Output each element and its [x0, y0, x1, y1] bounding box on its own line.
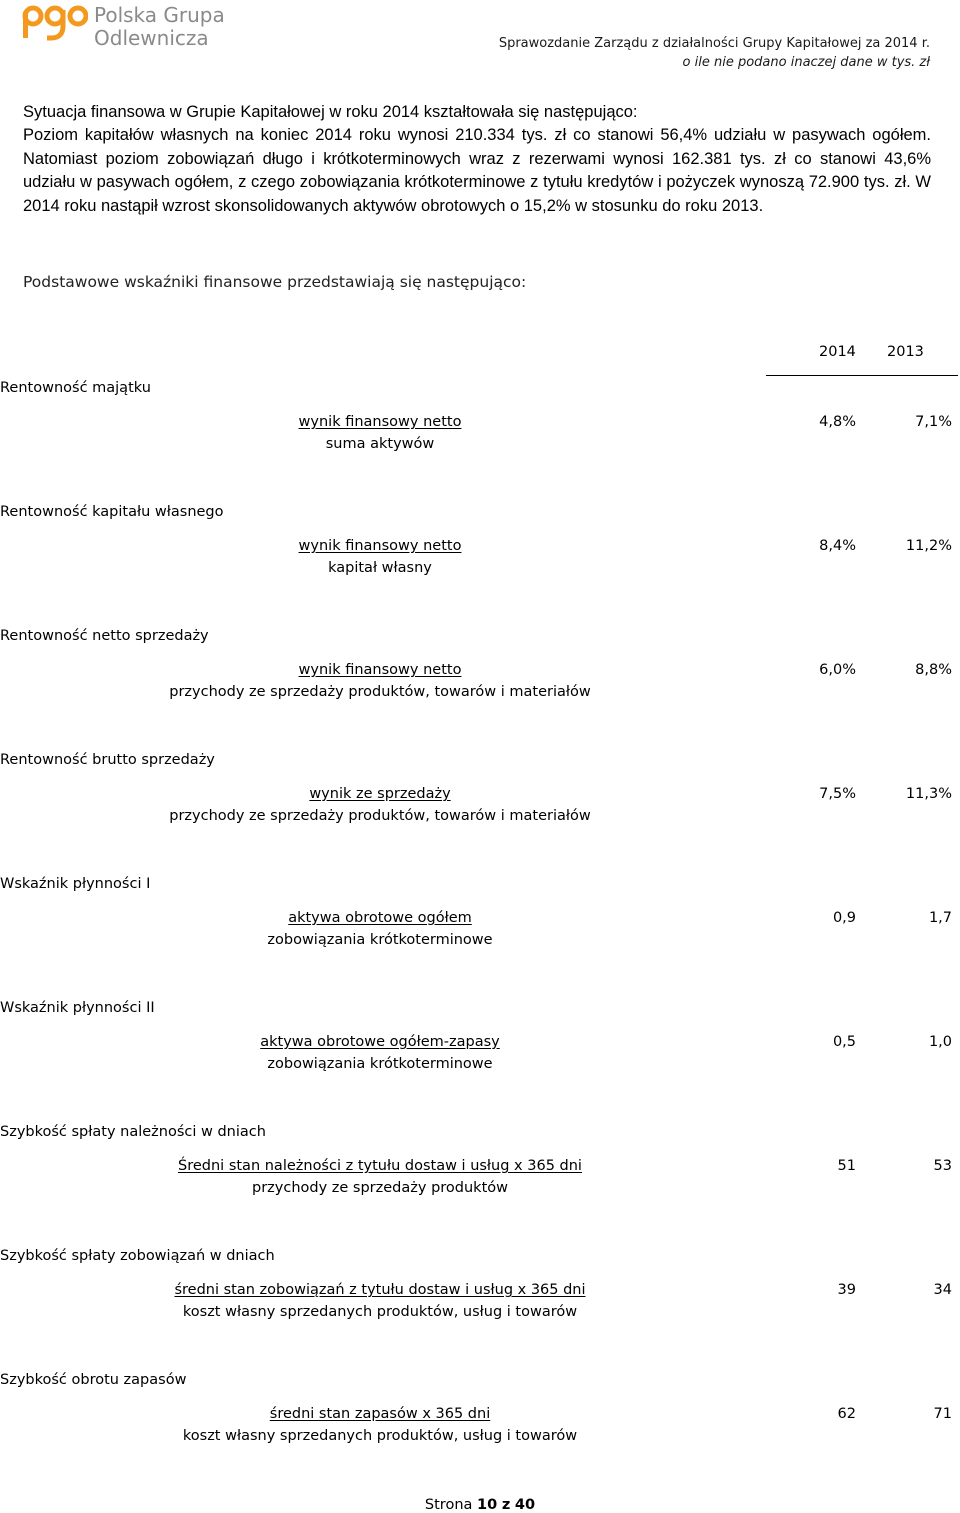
intro-line-1: Sytuacja finansowa w Grupie Kapitałowej w roku 2014 kształtowała się następująco: — [23, 103, 638, 121]
indicator-numerator — [70, 662, 690, 678]
indicator-denominator: suma aktywów — [325, 436, 435, 452]
column-header-2014: 2014 — [819, 344, 856, 360]
indicator-value-2014: 39 — [837, 1282, 856, 1298]
indicator-title: Rentowność majątku — [0, 380, 151, 396]
indicator-value-2014: 62 — [837, 1406, 856, 1422]
indicator-title: Wskaźnik płynności I — [0, 876, 151, 892]
pgo-logo-icon — [22, 2, 88, 48]
indicator-title: Szybkość spłaty należności w dniach — [0, 1124, 266, 1140]
indicator-value-2013: 53 — [933, 1158, 952, 1174]
indicator-numerator — [70, 786, 690, 802]
indicator-numerator — [70, 1406, 690, 1422]
indicator-value-2013: 11,2% — [905, 538, 952, 554]
indicator-numerator-text: średni stan zapasów x 365 dni — [269, 1406, 491, 1422]
indicator-numerator — [70, 538, 690, 554]
indicator-value-2014: 51 — [837, 1158, 856, 1174]
indicator-value-2013: 7,1% — [915, 414, 952, 430]
indicator-numerator-text: średni stan zobowiązań z tytułu dostaw i usług x 365 dni — [174, 1282, 586, 1298]
report-units-note: o ile nie podano inaczej dane w tys. zł — [682, 55, 930, 70]
report-title: Sprawozdanie Zarządu z działalności Grupy Kapitałowej za 2014 r. — [498, 36, 930, 51]
indicator-denominator: przychody ze sprzedaży produktów, towarów i materiałów — [169, 684, 591, 700]
indicator-value-2014: 6,0% — [819, 662, 856, 678]
company-name — [94, 4, 225, 50]
indicator-title: Wskaźnik płynności II — [0, 1000, 155, 1016]
indicator-numerator — [70, 414, 690, 430]
indicator-denominator: koszt własny sprzedanych produktów, usług i towarów — [182, 1428, 578, 1444]
indicator-numerator-text: wynik finansowy netto — [298, 662, 462, 678]
indicator-denominator: kapitał własny — [328, 560, 432, 576]
indicator-denominator: przychody ze sprzedaży produktów, towarów i materiałów — [169, 808, 591, 824]
footer-page: 10 — [477, 1497, 498, 1513]
indicator-numerator-text: wynik finansowy netto — [298, 538, 462, 554]
indicator-title: Rentowność brutto sprzedaży — [0, 752, 215, 768]
indicator-value-2014: 0,9 — [832, 910, 856, 926]
indicator-value-2013: 71 — [933, 1406, 952, 1422]
column-header-rule — [766, 375, 958, 376]
indicator-value-2013: 1,0 — [928, 1034, 952, 1050]
indicator-title: Rentowność kapitału własnego — [0, 504, 224, 520]
indicator-denominator: zobowiązania krótkoterminowe — [267, 932, 493, 948]
indicator-title: Szybkość obrotu zapasów — [0, 1372, 187, 1388]
footer-of: z — [501, 1497, 511, 1513]
indicator-numerator-text: wynik finansowy netto — [298, 414, 462, 430]
indicator-value-2014: 8,4% — [819, 538, 856, 554]
indicator-denominator: przychody ze sprzedaży produktów — [252, 1180, 508, 1196]
indicator-numerator-text: wynik ze sprzedaży — [309, 786, 451, 802]
indicator-value-2013: 34 — [933, 1282, 952, 1298]
footer-total: 40 — [514, 1497, 536, 1513]
indicator-title: Rentowność netto sprzedaży — [0, 628, 209, 644]
indicator-value-2013: 8,8% — [915, 662, 952, 678]
intro-line-2: Poziom kapitałów własnych na koniec 2014 roku wynosi 210.334 tys. zł co stanowi 56,4% udziału w pasywach ogółem. Natomiast poziom zobowiązań długo i krótkoterminowych wraz z rezerwami wynosi 162.381 tys. zł co stanowi 43,6% udziału w pasywach ogółem, z czego zobowiązania krótkoterminowe z tytułu kredytów i pożyczek wynoszą 72.900 tys. zł. W 2014 roku nastąpił wzrost skonsolidowanych aktywów obrotowych o 15,2% w stosunku do roku 2013. — [23, 126, 931, 215]
indicator-value-2013: 1,7 — [928, 910, 952, 926]
intro-paragraph — [23, 101, 931, 218]
footer-prefix: Strona — [424, 1497, 473, 1513]
indicator-numerator-text: aktywa obrotowe ogółem-zapasy — [260, 1034, 500, 1050]
indicator-value-2014: 0,5 — [832, 1034, 856, 1050]
indicator-numerator-text: Średni stan należności z tytułu dostaw i usług x 365 dni — [178, 1158, 582, 1174]
indicator-numerator — [70, 1034, 690, 1050]
indicator-title: Szybkość spłaty zobowiązań w dniach — [0, 1248, 275, 1264]
page-footer — [0, 1497, 960, 1513]
indicator-value-2014: 4,8% — [819, 414, 856, 430]
indicator-numerator — [70, 910, 690, 926]
company-name-line1: Polska Grupa — [94, 3, 225, 27]
indicator-value-2014: 7,5% — [819, 786, 856, 802]
indicator-numerator-text: aktywa obrotowe ogółem — [288, 910, 472, 926]
indicator-numerator — [70, 1158, 690, 1174]
indicator-value-2013: 11,3% — [905, 786, 952, 802]
company-name-line2: Odlewnicza — [94, 26, 209, 50]
indicator-numerator — [70, 1282, 690, 1298]
column-header-2013: 2013 — [887, 344, 924, 360]
indicator-denominator: zobowiązania krótkoterminowe — [267, 1056, 493, 1072]
indicator-denominator: koszt własny sprzedanych produktów, usług i towarów — [182, 1304, 578, 1320]
company-logo — [22, 2, 282, 52]
report-header — [499, 34, 930, 72]
indicators-lead: Podstawowe wskaźniki finansowe przedstawiają się następująco: — [23, 273, 527, 291]
